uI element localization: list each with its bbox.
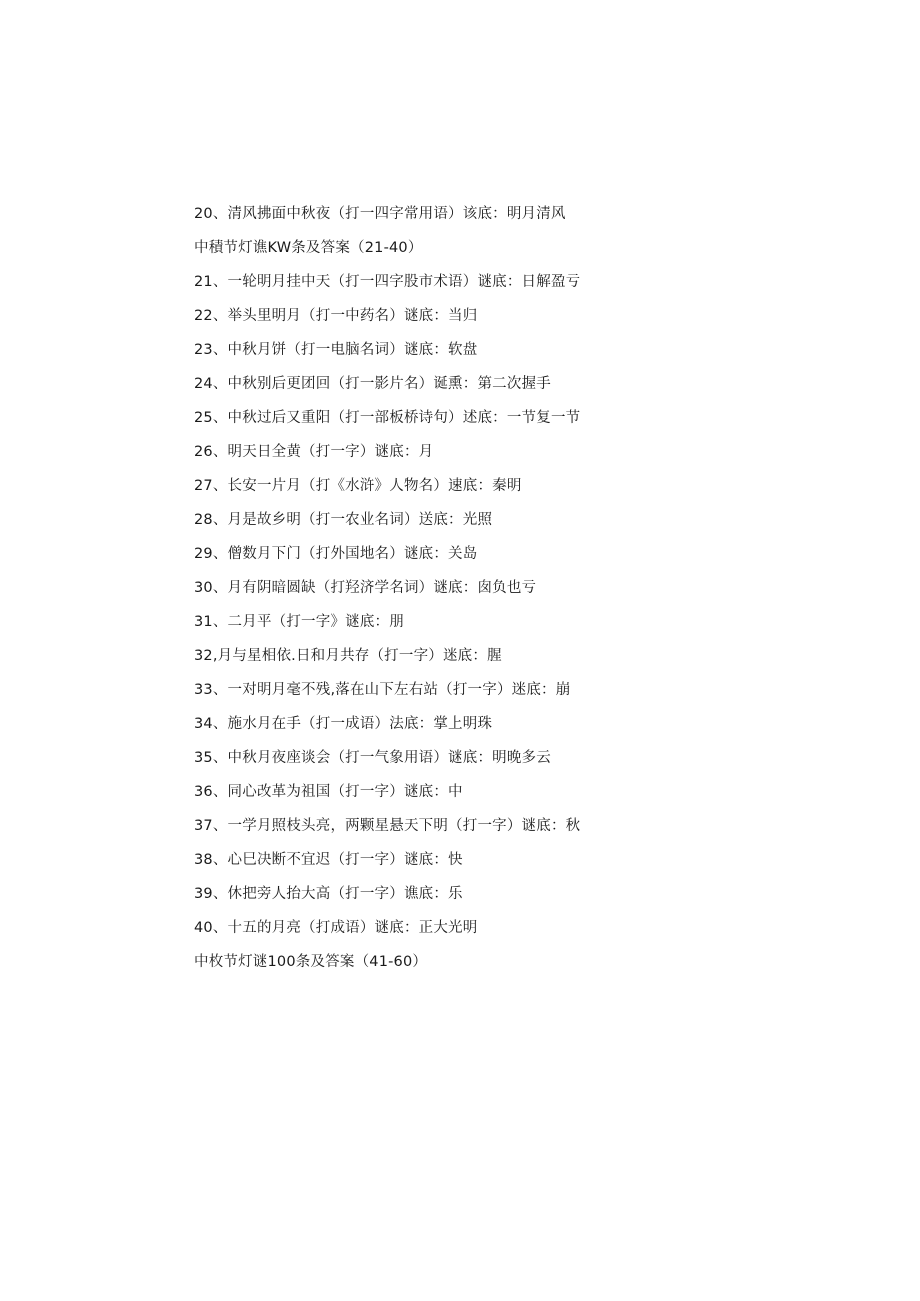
section-heading: 中積节灯谯KW条及答案（21-40）: [194, 240, 423, 256]
riddle-line: 28、月是故乡明（打一农业名词）送底：光照: [194, 512, 493, 528]
riddle-line: 32,月与星相依.日和月共存（打一字）迷底：腥: [194, 648, 502, 664]
riddle-line: 26、明天日全黄（打一字）谜底：月: [194, 444, 434, 460]
riddle-line: 39、休把旁人抬大高（打一字）谯底：乐: [194, 886, 463, 902]
riddle-line: 35、中秋月夜座谈会（打一气象用语）谜底：明晚多云: [194, 750, 551, 766]
riddle-line: 25、中秋过后又重阳（打一部板桥诗句）述底：一节复一节: [194, 410, 581, 426]
riddle-line: 20、清风拂面中秋夜（打一四字常用语）该底：明月清风: [194, 206, 566, 222]
riddle-line: 24、中秋别后更团回（打一影片名）诞熏：第二次握手: [194, 376, 551, 392]
section-heading: 中枚节灯谜100条及答案（41-60）: [194, 954, 428, 970]
riddle-line: 38、心巳决断不宜迟（打一字）谜底：快: [194, 852, 463, 868]
riddle-line: 37、一学月照枝头亮，两颗星悬天下明（打一字）谜底：秋: [194, 818, 581, 834]
riddle-line: 36、同心改革为祖国（打一字）谜底：中: [194, 784, 463, 800]
riddle-list: [194, 201, 894, 983]
riddle-line: 31、二月平（打一字》谜底：朋: [194, 614, 404, 630]
riddle-line: 21、一轮明月挂中天（打一四字股市术语）谜底：日解盈亏: [194, 274, 581, 290]
riddle-line: 22、举头里明月（打一中药名）谜底：当归: [194, 308, 478, 324]
riddle-line: 30、月有阴暗圆缺（打羟济学名词）谜底：囱负也亏: [194, 580, 537, 596]
riddle-line: 29、僧数月下门（打外国地名）谜底：关岛: [194, 546, 478, 562]
riddle-line: 34、施水月在手（打一成语）法底：掌上明珠: [194, 716, 493, 732]
riddle-line: 40、十五的月亮（打成语）谜底：正大光明: [194, 920, 478, 936]
riddle-line: 33、一对明月毫不残,落在山下左右站（打一字）迷底：崩: [194, 682, 571, 698]
riddle-line: 23、中秋月饼（打一电脑名词）谜底：软盘: [194, 342, 478, 358]
riddle-line: 27、长安一片月（打《水浒》人物名）速底：秦明: [194, 478, 522, 494]
